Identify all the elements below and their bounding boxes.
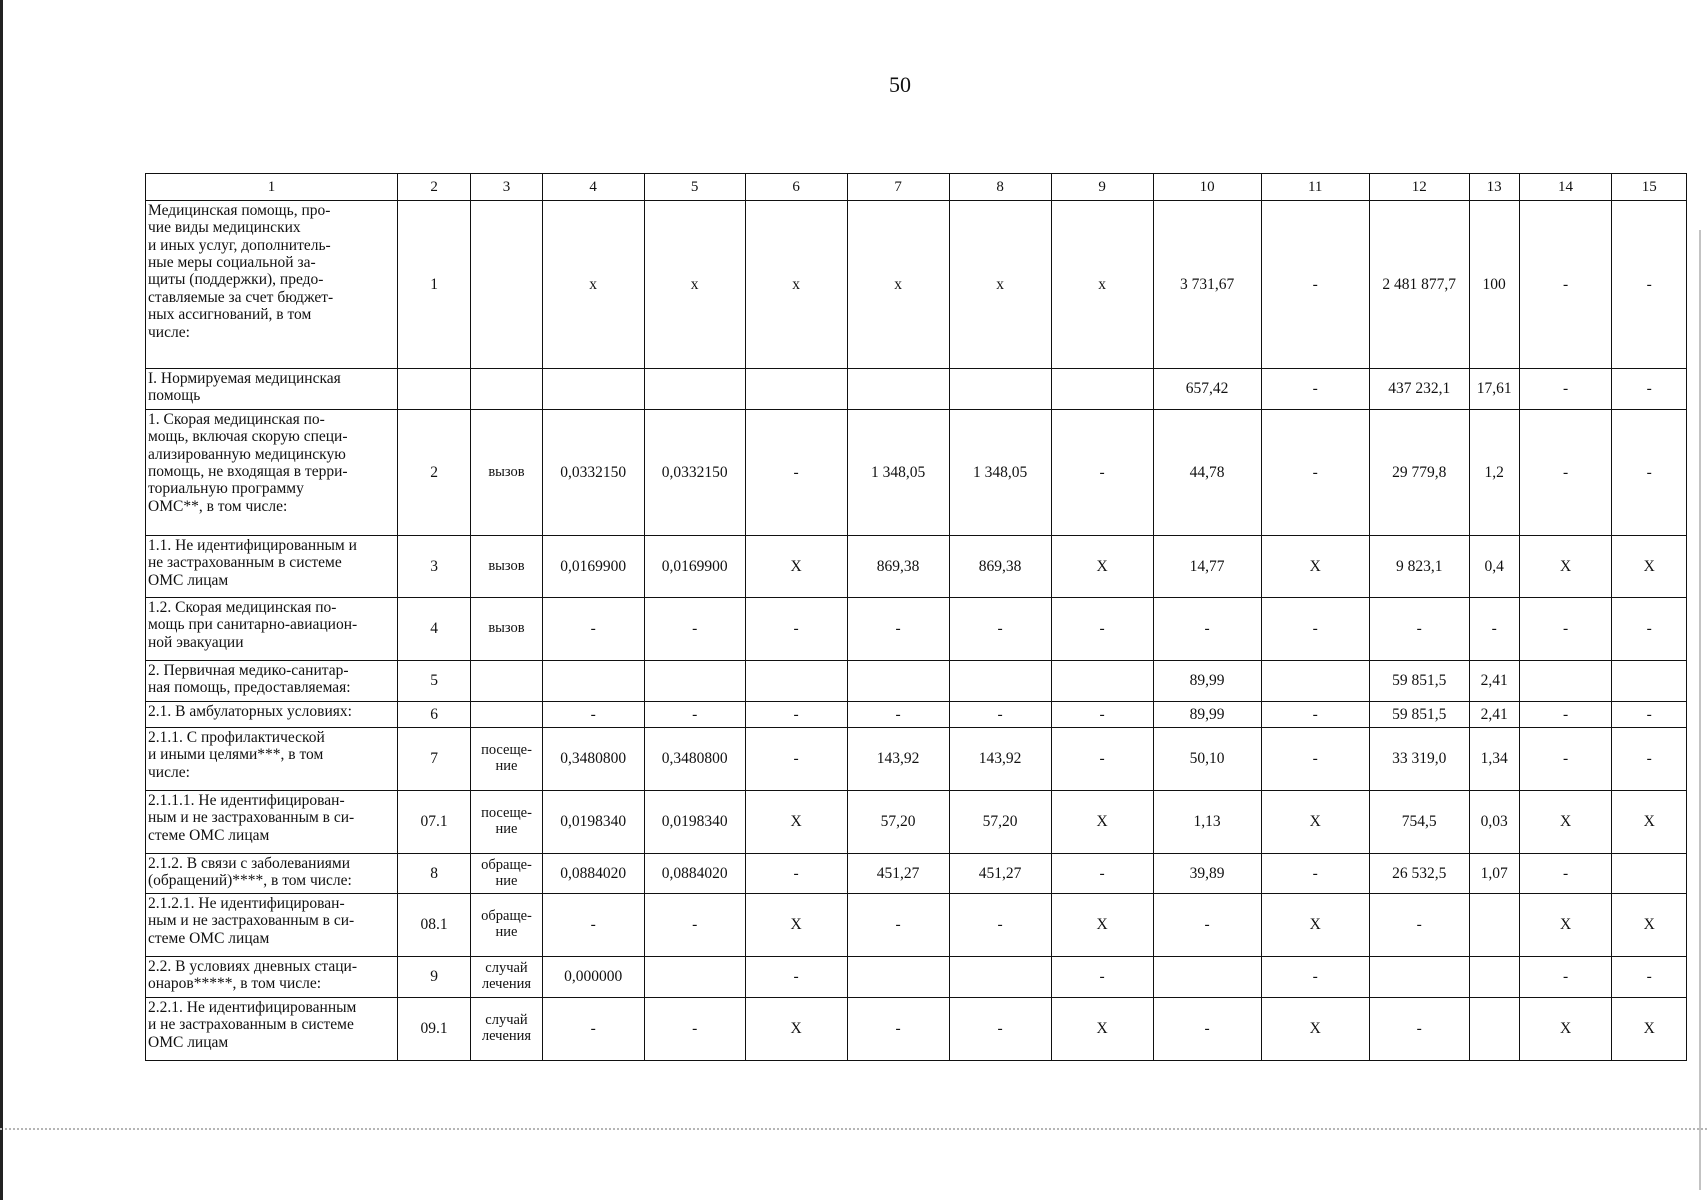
cell-c15 [1612, 854, 1687, 894]
column-number: 6 [745, 174, 847, 201]
cell-c3: вызов [471, 536, 542, 598]
column-number: 11 [1261, 174, 1369, 201]
cell-c11: - [1261, 598, 1369, 661]
table-row [146, 410, 1687, 536]
cell-c14: - [1519, 369, 1612, 410]
cell-c9: - [1051, 728, 1153, 791]
row-name-line: ОМС лицам [148, 571, 229, 589]
cell-c14 [1519, 661, 1612, 702]
cell-c12: 9 823,1 [1369, 536, 1469, 598]
cell-c7: - [847, 894, 949, 957]
cell-c10: 39,89 [1153, 854, 1261, 894]
cell-c15: Х [1612, 894, 1687, 957]
cell-c4: - [542, 998, 644, 1061]
cell-c12: - [1369, 598, 1469, 661]
row-name-line: 2.2.1. Не идентифицированным [148, 999, 357, 1016]
cell-c11: - [1261, 854, 1369, 894]
cell-c5: - [644, 598, 745, 661]
cell-c6: - [745, 957, 847, 998]
cell-c13: - [1469, 598, 1519, 661]
cell-c2: 7 [397, 728, 470, 791]
cell-c15: - [1612, 201, 1687, 369]
column-number: 5 [644, 174, 745, 201]
table-body [146, 174, 1687, 1061]
cell-c11: Х [1261, 998, 1369, 1061]
table-row [146, 957, 1687, 998]
cell-c15: Х [1612, 536, 1687, 598]
cell-c11 [1261, 661, 1369, 702]
cell-c8 [949, 369, 1051, 410]
cell-c10: - [1153, 998, 1261, 1061]
column-number: 15 [1612, 174, 1687, 201]
cell-c8: - [949, 702, 1051, 728]
cell-c13 [1469, 894, 1519, 957]
cell-c5: - [644, 894, 745, 957]
row-name-line: ставляемые за счет бюджет- [148, 288, 334, 306]
row-name-line: ОМС лицам [148, 1033, 229, 1051]
cell-c7 [847, 661, 949, 702]
cell-c2: 07.1 [397, 791, 470, 854]
row-name-line: 2.2. В условиях дневных стаци- [148, 958, 358, 975]
table-row [146, 702, 1687, 728]
cell-c3: обраще- ние [471, 894, 542, 957]
cell-c7: - [847, 598, 949, 661]
cell-c3: случай лечения [471, 998, 542, 1061]
cell-c11: Х [1261, 791, 1369, 854]
cell-c15: - [1612, 410, 1687, 536]
row-name-line: стеме ОМС лицам [148, 826, 270, 844]
cell-c7 [847, 369, 949, 410]
row-name-cell [146, 998, 398, 1061]
row-name-line: 2. Первичная медико-санитар- [148, 662, 349, 679]
cell-c4: х [542, 201, 644, 369]
cell-c3 [471, 201, 542, 369]
cell-c10: 89,99 [1153, 702, 1261, 728]
cell-c2: 3 [397, 536, 470, 598]
table-row [146, 998, 1687, 1061]
cell-c2: 09.1 [397, 998, 470, 1061]
cell-c4: 0,3480800 [542, 728, 644, 791]
column-number-row [146, 174, 1687, 201]
cell-c3 [471, 702, 542, 728]
cell-c11: - [1261, 410, 1369, 536]
cell-c12: 59 851,5 [1369, 661, 1469, 702]
table-row [146, 791, 1687, 854]
cell-c14: - [1519, 201, 1612, 369]
cell-c7 [847, 957, 949, 998]
cell-c5: 0,0332150 [644, 410, 745, 536]
cell-c4: 0,0169900 [542, 536, 644, 598]
cell-c3: обраще- ние [471, 854, 542, 894]
cell-c2: 9 [397, 957, 470, 998]
cell-c5: 0,3480800 [644, 728, 745, 791]
column-number: 8 [949, 174, 1051, 201]
row-name-line: 2.1.1.1. Не идентифицирован- [148, 792, 345, 809]
cell-c12: 2 481 877,7 [1369, 201, 1469, 369]
cell-c12: 26 532,5 [1369, 854, 1469, 894]
cell-c8: 143,92 [949, 728, 1051, 791]
cell-c11: Х [1261, 894, 1369, 957]
cell-c5: - [644, 998, 745, 1061]
cell-c2 [397, 369, 470, 410]
cell-c7: х [847, 201, 949, 369]
row-name-cell [146, 598, 398, 661]
column-number: 3 [471, 174, 542, 201]
row-name-line: чие виды медицинских [148, 219, 301, 237]
row-name-line: 2.1. В амбулаторных условиях: [148, 703, 352, 720]
column-number: 12 [1369, 174, 1469, 201]
cell-c9 [1051, 661, 1153, 702]
row-name-line: 1. Скорая медицинская по- [148, 411, 325, 428]
cell-c4: - [542, 894, 644, 957]
cell-c14: - [1519, 702, 1612, 728]
cell-c8: х [949, 201, 1051, 369]
budget-table [145, 173, 1687, 1061]
row-name-cell [146, 661, 398, 702]
cell-c5: 0,0884020 [644, 854, 745, 894]
cell-c4: - [542, 702, 644, 728]
cell-c13: 17,61 [1469, 369, 1519, 410]
cell-c8: 57,20 [949, 791, 1051, 854]
cell-c15: - [1612, 957, 1687, 998]
cell-c15: Х [1612, 791, 1687, 854]
cell-c14: - [1519, 728, 1612, 791]
cell-c5: - [644, 702, 745, 728]
cell-c6: - [745, 598, 847, 661]
cell-c12: - [1369, 894, 1469, 957]
cell-c2: 5 [397, 661, 470, 702]
cell-c4: 0,000000 [542, 957, 644, 998]
cell-c6: - [745, 410, 847, 536]
cell-c10: 14,77 [1153, 536, 1261, 598]
cell-c6: х [745, 201, 847, 369]
row-name-line: помощь [148, 387, 201, 405]
cell-c7: 451,27 [847, 854, 949, 894]
row-name-line: мощь, включая скорую специ- [148, 428, 348, 446]
cell-c5: х [644, 201, 745, 369]
row-name-cell [146, 201, 398, 369]
cell-c8: 1 348,05 [949, 410, 1051, 536]
table-row [146, 854, 1687, 894]
column-number: 10 [1153, 174, 1261, 201]
row-name-line: мощь при санитарно-авиацион- [148, 616, 358, 634]
table-row [146, 536, 1687, 598]
cell-c6: Х [745, 536, 847, 598]
cell-c14: Х [1519, 536, 1612, 598]
cell-c6: Х [745, 894, 847, 957]
cell-c2: 8 [397, 854, 470, 894]
cell-c6: - [745, 702, 847, 728]
cell-c14: Х [1519, 791, 1612, 854]
cell-c4: 0,0884020 [542, 854, 644, 894]
cell-c10: 89,99 [1153, 661, 1261, 702]
cell-c14: Х [1519, 998, 1612, 1061]
cell-c13 [1469, 998, 1519, 1061]
page-number: 50 [889, 72, 911, 97]
cell-c2: 6 [397, 702, 470, 728]
cell-c9: - [1051, 598, 1153, 661]
row-name-line: стеме ОМС лицам [148, 929, 270, 947]
cell-c14: - [1519, 957, 1612, 998]
cell-c2: 08.1 [397, 894, 470, 957]
cell-c6 [745, 369, 847, 410]
row-name-line: Медицинская помощь, про- [148, 202, 331, 219]
row-name-line: ных ассигнований, в том [148, 306, 312, 324]
row-name-line: ализированную медицинскую [148, 445, 346, 463]
cell-c7: 1 348,05 [847, 410, 949, 536]
row-name-line: числе: [148, 763, 190, 781]
cell-c5 [644, 661, 745, 702]
cell-c3: посеще- ние [471, 791, 542, 854]
cell-c8: - [949, 998, 1051, 1061]
row-name-line: и иными целями***, в том [148, 746, 324, 764]
table-row [146, 894, 1687, 957]
cell-c11: - [1261, 702, 1369, 728]
table-container [145, 173, 1687, 1061]
cell-c12 [1369, 957, 1469, 998]
cell-c6: Х [745, 791, 847, 854]
column-number: 13 [1469, 174, 1519, 201]
cell-c7: - [847, 702, 949, 728]
cell-c10: - [1153, 894, 1261, 957]
cell-c10: 50,10 [1153, 728, 1261, 791]
cell-c9: Х [1051, 536, 1153, 598]
cell-c5 [644, 957, 745, 998]
cell-c15: - [1612, 369, 1687, 410]
row-name-cell [146, 728, 398, 791]
cell-c8: 869,38 [949, 536, 1051, 598]
row-name-line: ная помощь, предоставляемая: [148, 679, 351, 697]
cell-c11: - [1261, 957, 1369, 998]
cell-c9: - [1051, 957, 1153, 998]
cell-c13: 2,41 [1469, 661, 1519, 702]
cell-c2: 1 [397, 201, 470, 369]
cell-c12: 59 851,5 [1369, 702, 1469, 728]
cell-c13: 1,34 [1469, 728, 1519, 791]
row-name-line: ным и не застрахованным в си- [148, 912, 355, 930]
cell-c9: х [1051, 201, 1153, 369]
cell-c15: - [1612, 702, 1687, 728]
cell-c15: Х [1612, 998, 1687, 1061]
cell-c11: - [1261, 369, 1369, 410]
cell-c6: Х [745, 998, 847, 1061]
cell-c11: Х [1261, 536, 1369, 598]
cell-c9: - [1051, 854, 1153, 894]
row-name-cell [146, 957, 398, 998]
row-name-line: помощь, не входящая в терри- [148, 463, 348, 481]
cell-c2: 2 [397, 410, 470, 536]
row-name-cell [146, 702, 398, 728]
cell-c10: 657,42 [1153, 369, 1261, 410]
cell-c10: 44,78 [1153, 410, 1261, 536]
row-name-line: 2.1.2.1. Не идентифицирован- [148, 895, 345, 912]
cell-c14: - [1519, 598, 1612, 661]
cell-c8: - [949, 894, 1051, 957]
cell-c8 [949, 661, 1051, 702]
row-name-line: щиты (поддержки), предо- [148, 271, 324, 289]
cell-c12: 754,5 [1369, 791, 1469, 854]
cell-c8: 451,27 [949, 854, 1051, 894]
cell-c9: Х [1051, 998, 1153, 1061]
column-number: 1 [146, 174, 398, 201]
row-name-line: 1.1. Не идентифицированным и [148, 537, 357, 554]
row-name-line: ториальную программу [148, 480, 304, 498]
cell-c4: 0,0332150 [542, 410, 644, 536]
scan-dotted-line [0, 1128, 1707, 1132]
cell-c11: - [1261, 728, 1369, 791]
cell-c7: 143,92 [847, 728, 949, 791]
cell-c13 [1469, 957, 1519, 998]
cell-c9: - [1051, 702, 1153, 728]
cell-c6 [745, 661, 847, 702]
cell-c12: 437 232,1 [1369, 369, 1469, 410]
cell-c12: 33 319,0 [1369, 728, 1469, 791]
row-name-line: ные меры социальной за- [148, 254, 316, 272]
cell-c15 [1612, 661, 1687, 702]
cell-c13: 100 [1469, 201, 1519, 369]
column-number: 4 [542, 174, 644, 201]
cell-c6: - [745, 854, 847, 894]
cell-c13: 1,2 [1469, 410, 1519, 536]
row-name-line: не застрахованным в системе [148, 554, 342, 572]
row-name-line: ОМС**, в том числе: [148, 497, 288, 515]
row-name-cell [146, 894, 398, 957]
table-row [146, 598, 1687, 661]
cell-c3 [471, 661, 542, 702]
cell-c9: Х [1051, 894, 1153, 957]
cell-c8 [949, 957, 1051, 998]
row-name-cell [146, 854, 398, 894]
cell-c3: вызов [471, 598, 542, 661]
cell-c6: - [745, 728, 847, 791]
cell-c9 [1051, 369, 1153, 410]
table-row [146, 728, 1687, 791]
column-number: 2 [397, 174, 470, 201]
row-name-line: 1.2. Скорая медицинская по- [148, 599, 337, 616]
cell-c12: 29 779,8 [1369, 410, 1469, 536]
cell-c3: посеще- ние [471, 728, 542, 791]
row-name-line: ной эвакуации [148, 633, 244, 651]
table-row [146, 201, 1687, 369]
cell-c13: 1,07 [1469, 854, 1519, 894]
cell-c5: 0,0198340 [644, 791, 745, 854]
cell-c10: 1,13 [1153, 791, 1261, 854]
table-row [146, 661, 1687, 702]
cell-c3 [471, 369, 542, 410]
cell-c4: - [542, 598, 644, 661]
cell-c7: 869,38 [847, 536, 949, 598]
row-name-line: числе: [148, 323, 190, 341]
row-name-cell [146, 791, 398, 854]
row-name-cell [146, 410, 398, 536]
cell-c14: - [1519, 854, 1612, 894]
cell-c5 [644, 369, 745, 410]
cell-c14: Х [1519, 894, 1612, 957]
cell-c15: - [1612, 598, 1687, 661]
column-number: 9 [1051, 174, 1153, 201]
row-name-line: I. Нормируемая медицинская [148, 370, 341, 387]
row-name-line: онаров*****, в том числе: [148, 975, 322, 993]
cell-c14: - [1519, 410, 1612, 536]
cell-c10 [1153, 957, 1261, 998]
row-name-line: 2.1.2. В связи с заболеваниями [148, 855, 350, 872]
row-name-line: 2.1.1. С профилактической [148, 729, 325, 746]
cell-c9: - [1051, 410, 1153, 536]
cell-c8: - [949, 598, 1051, 661]
cell-c7: - [847, 998, 949, 1061]
cell-c9: Х [1051, 791, 1153, 854]
scan-right-edge [1699, 230, 1701, 1190]
cell-c13: 2,41 [1469, 702, 1519, 728]
cell-c5: 0,0169900 [644, 536, 745, 598]
cell-c3: случай лечения [471, 957, 542, 998]
row-name-line: и иных услуг, дополнитель- [148, 236, 331, 254]
cell-c10: 3 731,67 [1153, 201, 1261, 369]
cell-c13: 0,4 [1469, 536, 1519, 598]
row-name-line: ным и не застрахованным в си- [148, 809, 355, 827]
row-name-line: и не застрахованным в системе [148, 1016, 354, 1034]
row-name-cell [146, 369, 398, 410]
cell-c4: 0,0198340 [542, 791, 644, 854]
row-name-cell [146, 536, 398, 598]
cell-c11: - [1261, 201, 1369, 369]
cell-c4 [542, 661, 644, 702]
cell-c2: 4 [397, 598, 470, 661]
cell-c12: - [1369, 998, 1469, 1061]
column-number: 7 [847, 174, 949, 201]
cell-c4 [542, 369, 644, 410]
cell-c3: вызов [471, 410, 542, 536]
scan-left-edge [0, 0, 3, 1200]
cell-c13: 0,03 [1469, 791, 1519, 854]
cell-c15: - [1612, 728, 1687, 791]
table-row [146, 369, 1687, 410]
cell-c7: 57,20 [847, 791, 949, 854]
cell-c10: - [1153, 598, 1261, 661]
column-number: 14 [1519, 174, 1612, 201]
row-name-line: (обращений)****, в том числе: [148, 872, 352, 890]
